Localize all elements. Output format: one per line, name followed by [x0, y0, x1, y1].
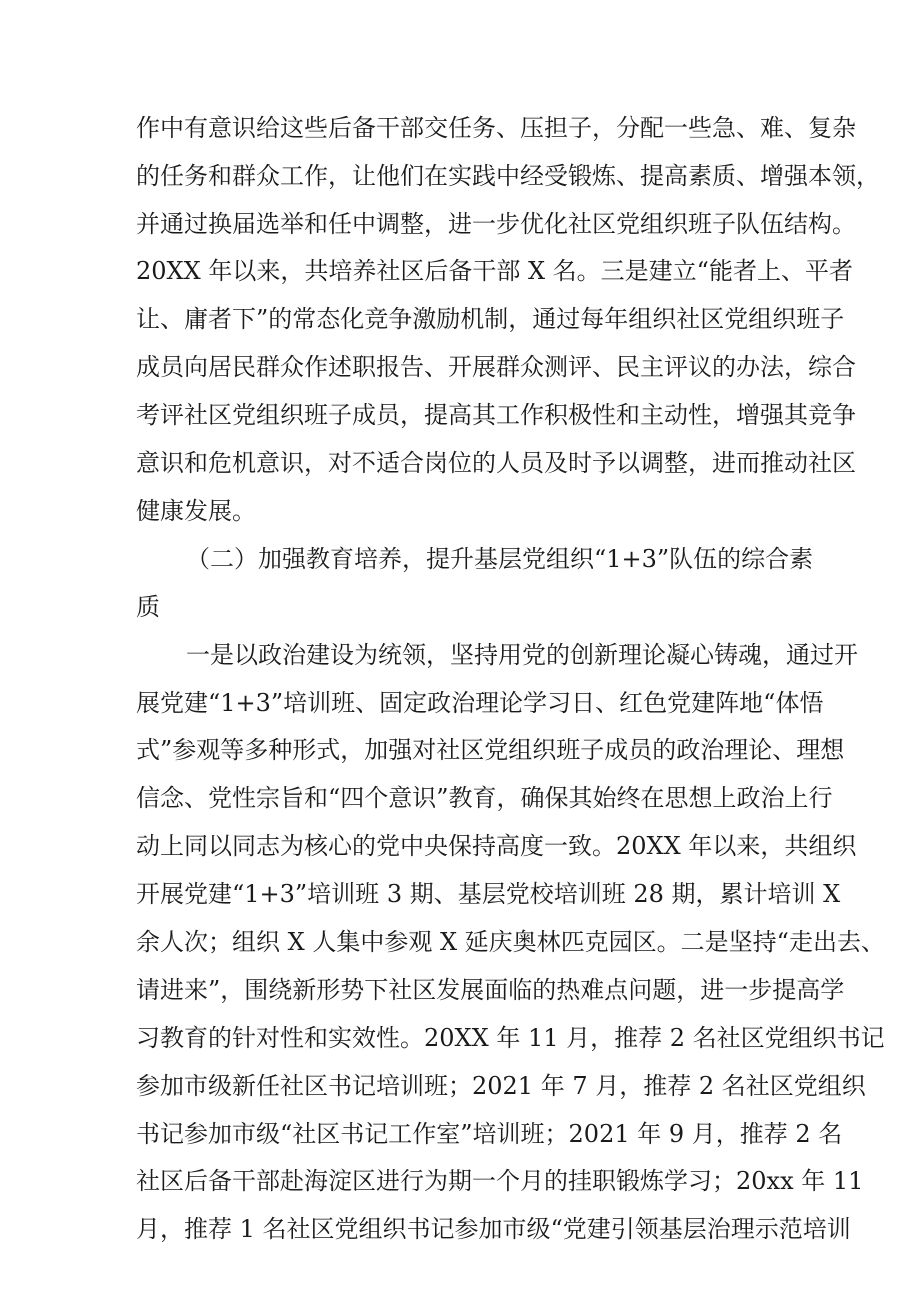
text-line: 开展党建“1+3”培训班 3 期、基层党校培训班 28 期，累计培训 X — [136, 880, 841, 908]
text-line: 考评社区党组织班子成员，提高其工作积极性和主动性，增强其竞争 — [136, 401, 856, 429]
text-line: 动上同以同志为核心的党中央保持高度一致。20XX 年以来，共组织 — [136, 832, 857, 860]
text-line: 月，推荐 1 名社区党组织书记参加市级“党建引领基层治理示范培训 — [136, 1215, 851, 1243]
text-line: 20XX 年以来，共培养社区后备干部 X 名。三是建立“能者上、平者 — [136, 257, 853, 285]
text-line: 作中有意识给这些后备干部交任务、压担子，分配一些急、难、复杂 — [136, 114, 856, 142]
text-line: 的任务和群众工作，让他们在实践中经受锻炼、提高素质、增强本领， — [136, 162, 880, 190]
text-line: 成员向居民群众作述职报告、开展群众测评、民主评议的办法，综合 — [136, 353, 856, 381]
text-line: 一是以政治建设为统领，坚持用党的创新理论凝心铸魂，通过开 — [186, 641, 858, 669]
text-line: 余人次；组织 X 人集中参观 X 延庆奥林匹克园区。二是坚持“走出去、 — [136, 928, 885, 956]
text-line: 健康发展。 — [136, 497, 256, 525]
text-line: 参加市级新任社区书记培训班；2021 年 7 月，推荐 2 名社区党组织 — [136, 1072, 866, 1100]
section-heading-continuation: 质 — [136, 593, 160, 621]
text-line: 社区后备干部赴海淀区进行为期一个月的挂职锻炼学习；20xx 年 11 — [136, 1167, 864, 1195]
text-line: 并通过换届选举和任中调整，进一步优化社区党组织班子队伍结构。 — [136, 210, 856, 238]
section-heading: （二）加强教育培养，提升基层党组织“1+3”队伍的综合素 — [186, 545, 814, 573]
text-line: 书记参加市级“社区书记工作室”培训班；2021 年 9 月，推荐 2 名 — [136, 1120, 843, 1148]
text-line: 让、庸者下”的常态化竞争激励机制，通过每年组织社区党组织班子 — [136, 305, 845, 333]
text-line: 式”参观等多种形式，加强对社区党组织班子成员的政治理论、理想 — [136, 736, 845, 764]
text-line: 意识和危机意识，对不适合岗位的人员及时予以调整，进而推动社区 — [136, 449, 856, 477]
text-line: 信念、党性宗旨和“四个意识”教育，确保其始终在思想上政治上行 — [136, 784, 833, 812]
text-line: 请进来”，围绕新形势下社区发展面临的热难点问题，进一步提高学 — [136, 976, 845, 1004]
text-line: 习教育的针对性和实效性。20XX 年 11 月，推荐 2 名社区党组织书记 — [136, 1024, 885, 1052]
text-line: 展党建“1+3”培训班、固定政治理论学习日、红色党建阵地“体悟 — [136, 689, 824, 717]
